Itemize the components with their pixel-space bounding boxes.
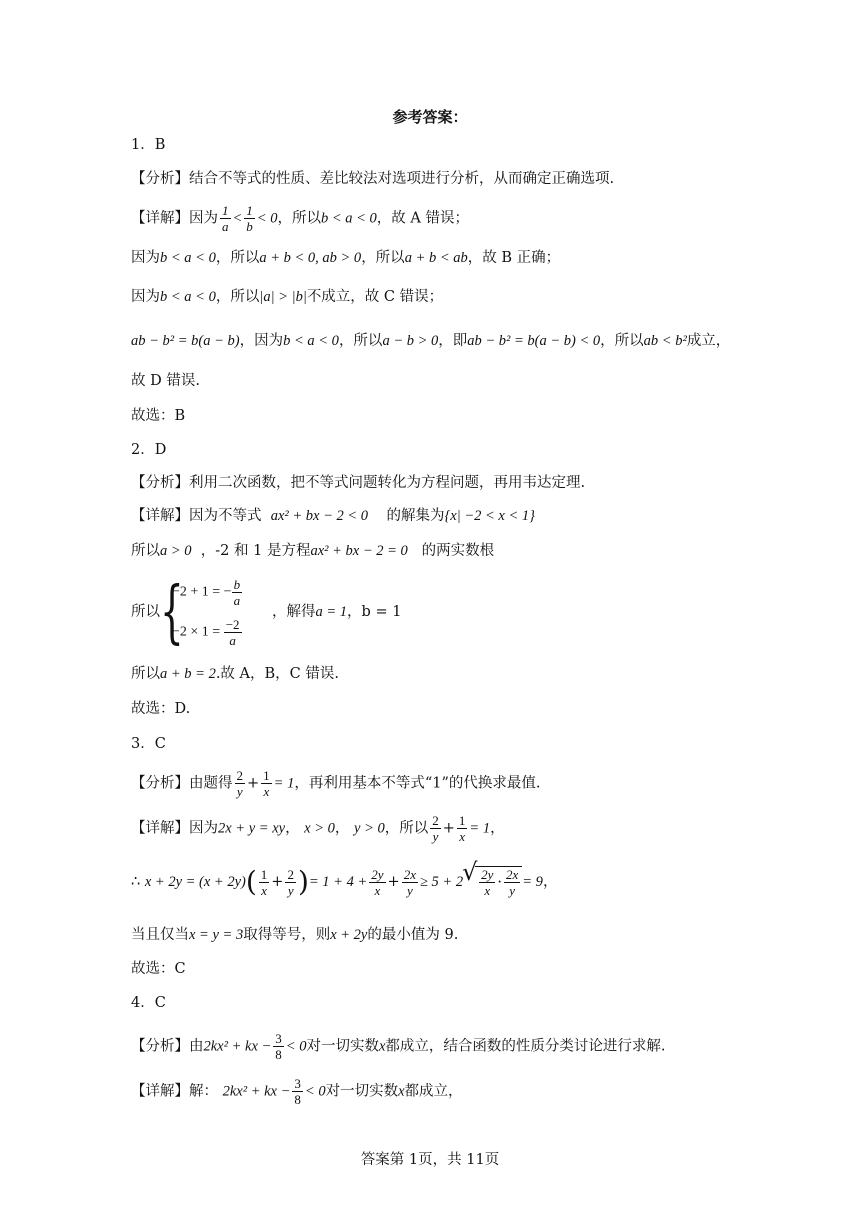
q1-answer: 1．B (131, 137, 166, 153)
q1-choose: 故选：B (131, 408, 186, 424)
page-footer: 答案第 1页，共 11页 (360, 1152, 500, 1168)
q3-equal: 当且仅当x = y = 3取得等号，则x + 2y的最小值为 9. (131, 927, 459, 943)
q2-sum: 所以a + b = 2.故 A，B，C 错误. (131, 666, 339, 682)
q2-detail: 【详解】因为不等式 ax² + bx − 2 < 0 的解集为{x| −2 < x < 1} (131, 508, 535, 524)
q4-analysis: 【分析】由2kx² + kx − $\frac{3}{8}$ < 0对一切实数x都成立，结合函数的性质分类讨论进行求解. (131, 1031, 666, 1062)
q2-roots: 所以a > 0 ，-2 和 1 是方程ax² + bx − 2 = 0 的两实数根 (131, 543, 495, 559)
q2-solve-result: ，解得a = 1，b = 1 (272, 604, 402, 620)
q2-analysis: 【分析】利用二次函数，把不等式问题转化为方程问题，再用韦达定理. (131, 475, 586, 491)
page-title: 参考答案： (392, 108, 468, 126)
q1-line-d: ab − b² = b(a − b)，因为b < a < 0，所以a − b > 0，即ab − b² = b(a − b) < 0，所以ab < b²成立， (131, 333, 731, 349)
q4-detail: 【详解】解： 2kx² + kx − $\frac{3}{8}$ < 0对一切实数x都成立， (131, 1076, 463, 1107)
q3-choose: 故选：C (131, 961, 186, 977)
q1-line-d2: 故 D 错误. (131, 373, 200, 389)
q3-answer: 3．C (131, 736, 166, 752)
q1-line-c: 因为b < a < 0，所以|a| > |b|不成立，故 C 错误； (131, 289, 444, 305)
q1-line-b: 因为b < a < 0，所以a + b < 0, ab > 0，所以a + b < ab，故 B 正确； (131, 250, 561, 266)
q2-equation-system: { −2 + 1 = − $\frac{b}{a}$ −2 × 1 = $\frac{-2}{a}$ (160, 573, 241, 652)
q2-answer: 2．D (131, 442, 167, 458)
q2-choose: 故选：D. (131, 701, 191, 717)
q4-answer: 4．C (131, 995, 166, 1011)
q3-inequality: ∴ x + 2y = (x + 2y)( $\frac{1}{x}$ + $\frac{2}{y}$ )= 1 + 4 + $\frac{2y}{x}$ + $\frac{2x}{y}$ ≥ 5 + 2 √ $\frac{2y}{x}$ · $\frac{2x}{y}$ = 9， (131, 866, 557, 898)
brace-icon: { (160, 573, 184, 652)
q3-analysis: 【分析】由题得 $\frac{2}{y}$ + $\frac{1}{x}$ = 1，再利用基本不等式“1”的代换求最值. (131, 768, 541, 799)
q1-detail: 【详解】因为 $\frac{1}{a}$ < $\frac{1}{b}$ < 0，所以b < a < 0，故 A 错误； (131, 203, 469, 234)
q1-analysis: 【分析】结合不等式的性质、差比较法对选项进行分析，从而确定正确选项. (131, 171, 615, 187)
q2-solve-prefix: 所以 (131, 604, 160, 620)
q3-detail: 【详解】因为2x + y = xy， x > 0， y > 0，所以 $\frac{2}{y}$ + $\frac{1}{x}$ = 1， (131, 813, 505, 844)
